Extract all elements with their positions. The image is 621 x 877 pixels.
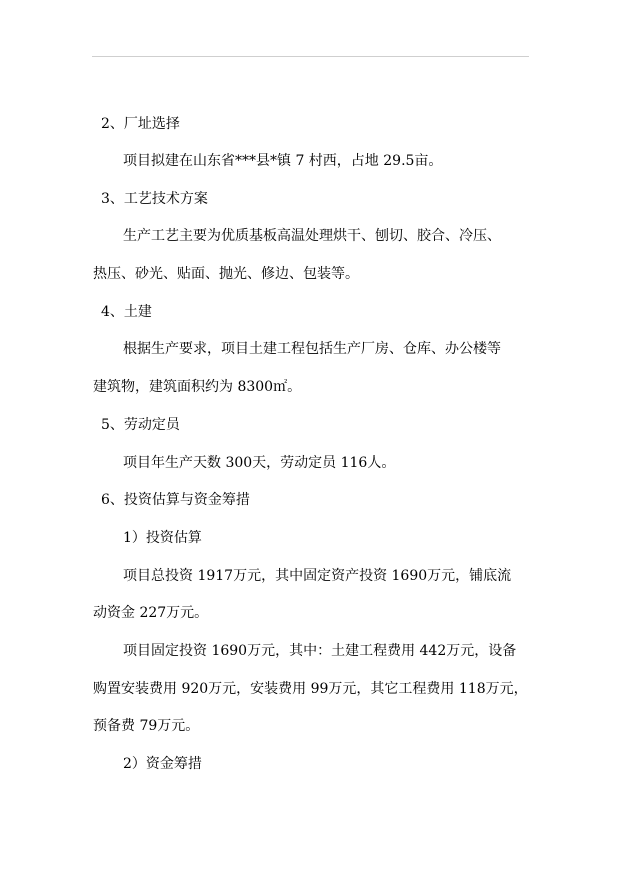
paragraph-line: 预备费 79万元。 (93, 718, 200, 734)
paragraph-line: 根据生产要求，项目土建工程包括生产厂房、仓库、办公楼等 (123, 341, 501, 357)
paragraph-line: 项目总投资 1917万元，其中固定资产投资 1690万元，铺底流 (123, 568, 512, 584)
paragraph-line: 动资金 227万元。 (93, 605, 209, 621)
section-heading-civil-works: 4、土建 (101, 304, 152, 320)
header-rule (92, 56, 529, 57)
section-heading-site-selection: 2、厂址选择 (101, 116, 180, 132)
paragraph-line: 项目固定投资 1690万元，其中：土建工程费用 442万元，设备 (123, 643, 517, 659)
paragraph-line: 购置安装费用 920万元，安装费用 99万元，其它工程费用 118万元， (93, 681, 528, 697)
paragraph-line: 生产工艺主要为优质基板高温处理烘干、刨切、胶合、冷压、 (123, 228, 501, 244)
paragraph-line: 项目年生产天数 300天，劳动定员 116人。 (123, 455, 396, 471)
subheading-fund-raising: 2）资金筹措 (123, 756, 202, 772)
section-heading-process-plan: 3、工艺技术方案 (101, 191, 208, 207)
paragraph-line: 热压、砂光、贴面、抛光、修边、包装等。 (93, 266, 359, 282)
paragraph-line: 项目拟建在山东省***县*镇 7 村西，占地 29.5亩。 (123, 153, 443, 169)
section-heading-staffing: 5、劳动定员 (101, 417, 180, 433)
paragraph-line: 建筑物，建筑面积约为 8300㎡。 (93, 379, 302, 395)
subheading-investment-estimate: 1）投资估算 (123, 530, 202, 546)
section-heading-investment: 6、投资估算与资金筹措 (101, 492, 250, 508)
